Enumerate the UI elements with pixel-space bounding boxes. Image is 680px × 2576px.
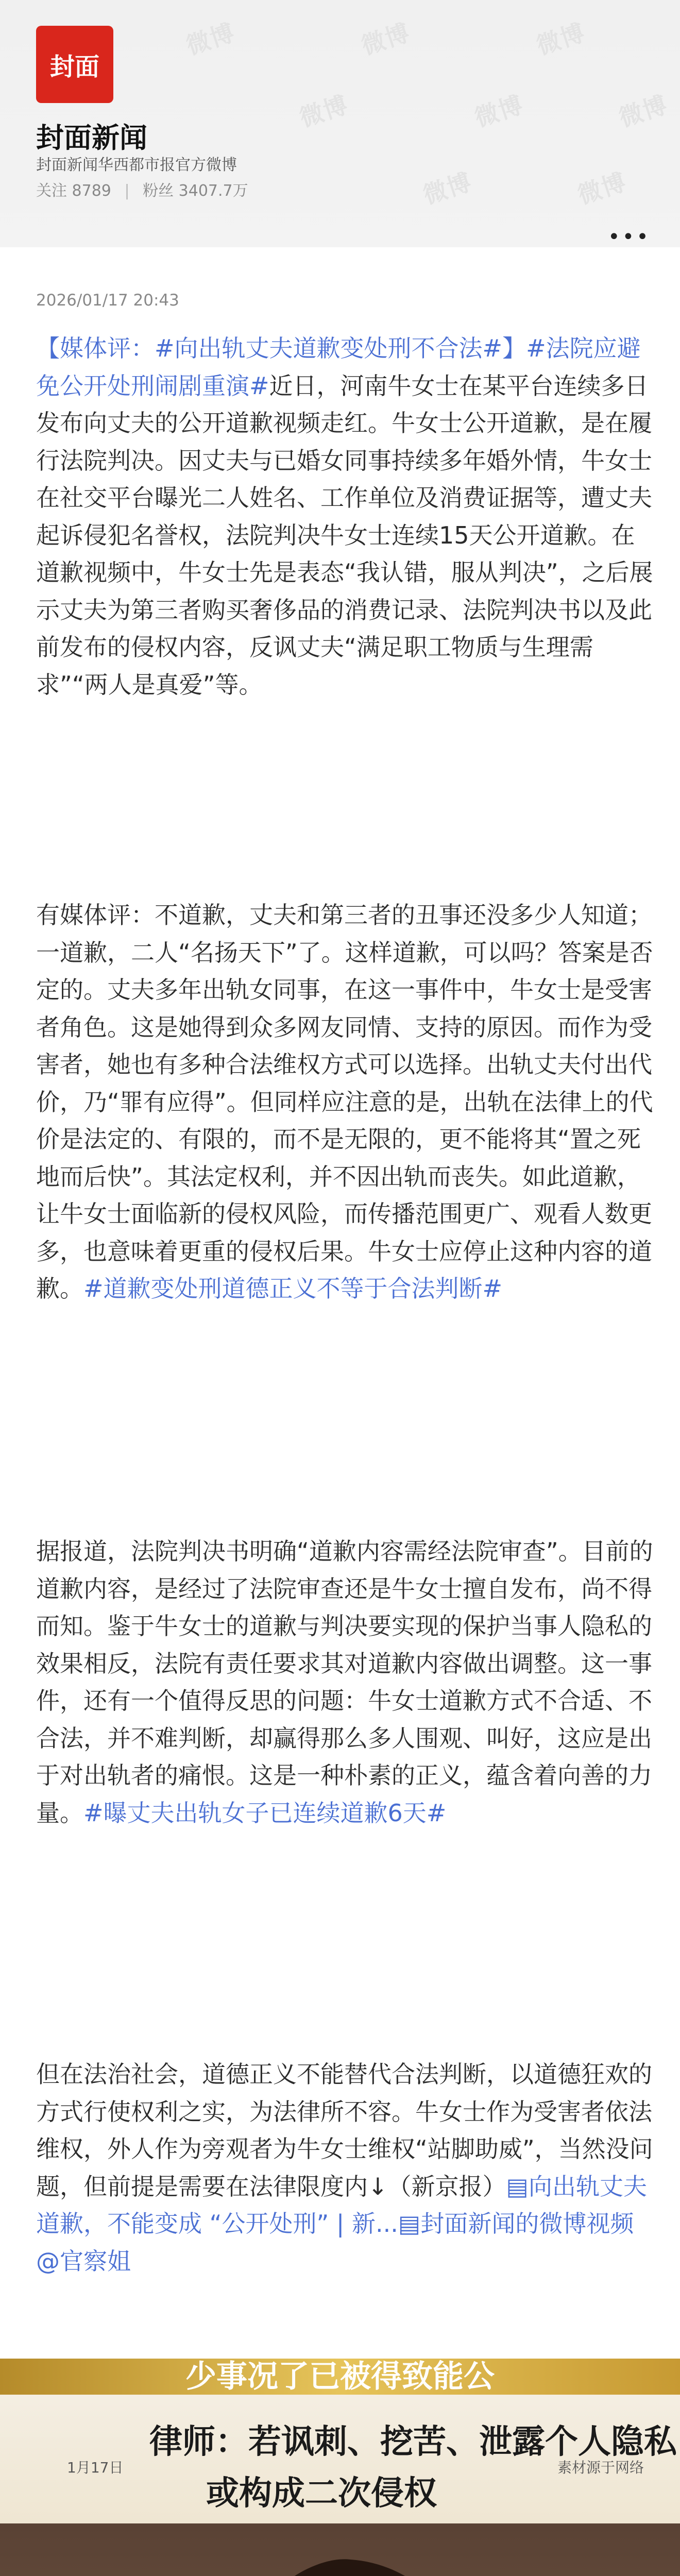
watermark-text: 微博	[419, 167, 475, 210]
video-person-figure	[155, 2523, 525, 2576]
video-title-banner	[0, 2395, 680, 2523]
paragraph-text: 据报道，法院判决书明确“道歉内容需经法院审查”。目前的道歉内容，是经过了法院审查还是牛女士擅自发布，尚不得而知。鉴于牛女士的道歉与判决要实现的保护当事人隐私的效果相反，法院有责任要求其对道歉内容做出调整。这一事件，还有一个值得反思的问题：牛女士道歉方式不合适、不合法，并不难判断，却赢得那么多人围观、叫好，这应是出于对出轨者的痛恨。这是一种朴素的正义，蕴含着向善的力量。	[36, 1537, 653, 1827]
mention-link[interactable]: @官察姐	[36, 2247, 131, 2275]
article-link[interactable]: ▤向出轨丈夫道歉，不能变成 “公开处刑” | 新...	[36, 2172, 648, 2238]
watermark-text: 微博	[358, 18, 414, 60]
stats-divider: |	[124, 182, 130, 200]
paragraph-text: 但在法治社会，道德正义不能替代合法判断，以道德狂欢的方式行使权利之实，为法律所不容。牛女士作为受害者依法维权，外人作为旁观者为牛女士维权“站脚助威”，当然没问题，但前提是需要在法律限度内↓（新京报）	[36, 2060, 653, 2200]
account-header	[0, 0, 680, 247]
account-avatar-logo[interactable]	[36, 26, 113, 103]
paragraph-text: 近日，河南牛女士在某平台连续多日发布向丈夫的公开道歉视频走红。牛女士公开道歉，是在履行法院判决。因丈夫与已婚女同事持续多年婚外情，牛女士在社交平台曝光二人姓名、工作单位及消费证据等，遭丈夫起诉侵犯名誉权，法院判决牛女士连续15天公开道歉。在道歉视频中，牛女士先是表态“我认错，服从判决”，之后展示丈夫为第三者购买奢侈品的消费记录、法院判决书以及此前发布的侵权内容，反讽丈夫“满足职工物质与生理需求”“两人是真爱”等。	[36, 371, 653, 699]
video-source: 素材源于网络	[557, 2459, 644, 2476]
watermark-text: 微博	[574, 167, 630, 210]
video-link[interactable]: ▤封面新闻的微博视频	[398, 2210, 634, 2238]
hashtag-link[interactable]: #曝丈夫出轨女子已连续道歉6天#	[83, 1799, 447, 1827]
watermark-text: 微博	[533, 18, 589, 60]
logo-text: 封面	[49, 52, 99, 81]
post-timestamp: 2026/01/17 20:43	[36, 291, 179, 310]
paragraph-text: 有媒体评：不道歉，丈夫和第三者的丑事还没多少人知道；一道歉，二人“名扬天下”了。这样道歉，可以吗？答案是否定的。丈夫多年出轨女同事，在这一事件中，牛女士是受害者角色。这是她得到众多网友同情、支持的原因。而作为受害者，她也有多种合法维权方式可以选择。出轨丈夫付出代价，乃“罪有应得”。但同样应注意的是，出轨在法律上的代价是法定的、有限的，而不是无限的，更不能将其“置之死地而后快”。其法定权利，并不因出轨而丧失。如此道歉，让牛女士面临新的侵权风险，而传播范围更广、观看人数更多，也意味着更重的侵权后果。牛女士应停止这种内容的道歉。	[36, 901, 653, 1302]
account-name[interactable]: 封面新闻	[36, 122, 147, 154]
watermark-text: 微博	[471, 90, 527, 132]
paragraph-1	[36, 330, 654, 703]
follow-count: 8789	[72, 182, 111, 200]
video-top-banner: 少事况了已被得致能公	[0, 2359, 680, 2395]
hashtag-link[interactable]: #法院应避免公开处刑闹剧重演#	[36, 334, 641, 400]
account-stats	[36, 178, 248, 200]
hashtag-link[interactable]: 【媒体评：#向出轨丈夫道歉变处刑不合法#】	[36, 334, 526, 362]
more-dots-icon[interactable]: •••	[608, 225, 651, 249]
paragraph-3	[36, 1533, 654, 1832]
account-description: 封面新闻华西都市报官方微博	[36, 156, 237, 174]
video-date: 1月17日	[67, 2459, 124, 2476]
video-lawyer-line: 律师：若讽刺、挖苦、泄露个人隐私	[149, 2423, 677, 2461]
paragraph-4	[36, 2056, 654, 2280]
video-player[interactable]	[0, 2359, 680, 2576]
fans-label: 粉丝	[143, 182, 174, 200]
watermark-text: 微博	[615, 90, 671, 132]
fans-count: 3407.7万	[178, 182, 248, 200]
video-second-line: 或构成二次侵权	[206, 2475, 437, 2513]
follow-label: 关注	[36, 182, 67, 200]
watermark-text: 微博	[296, 90, 352, 132]
watermark-text: 微博	[182, 18, 239, 60]
paragraph-2	[36, 896, 654, 1308]
hashtag-link[interactable]: #道歉变处刑道德正义不等于合法判断#	[83, 1275, 503, 1302]
